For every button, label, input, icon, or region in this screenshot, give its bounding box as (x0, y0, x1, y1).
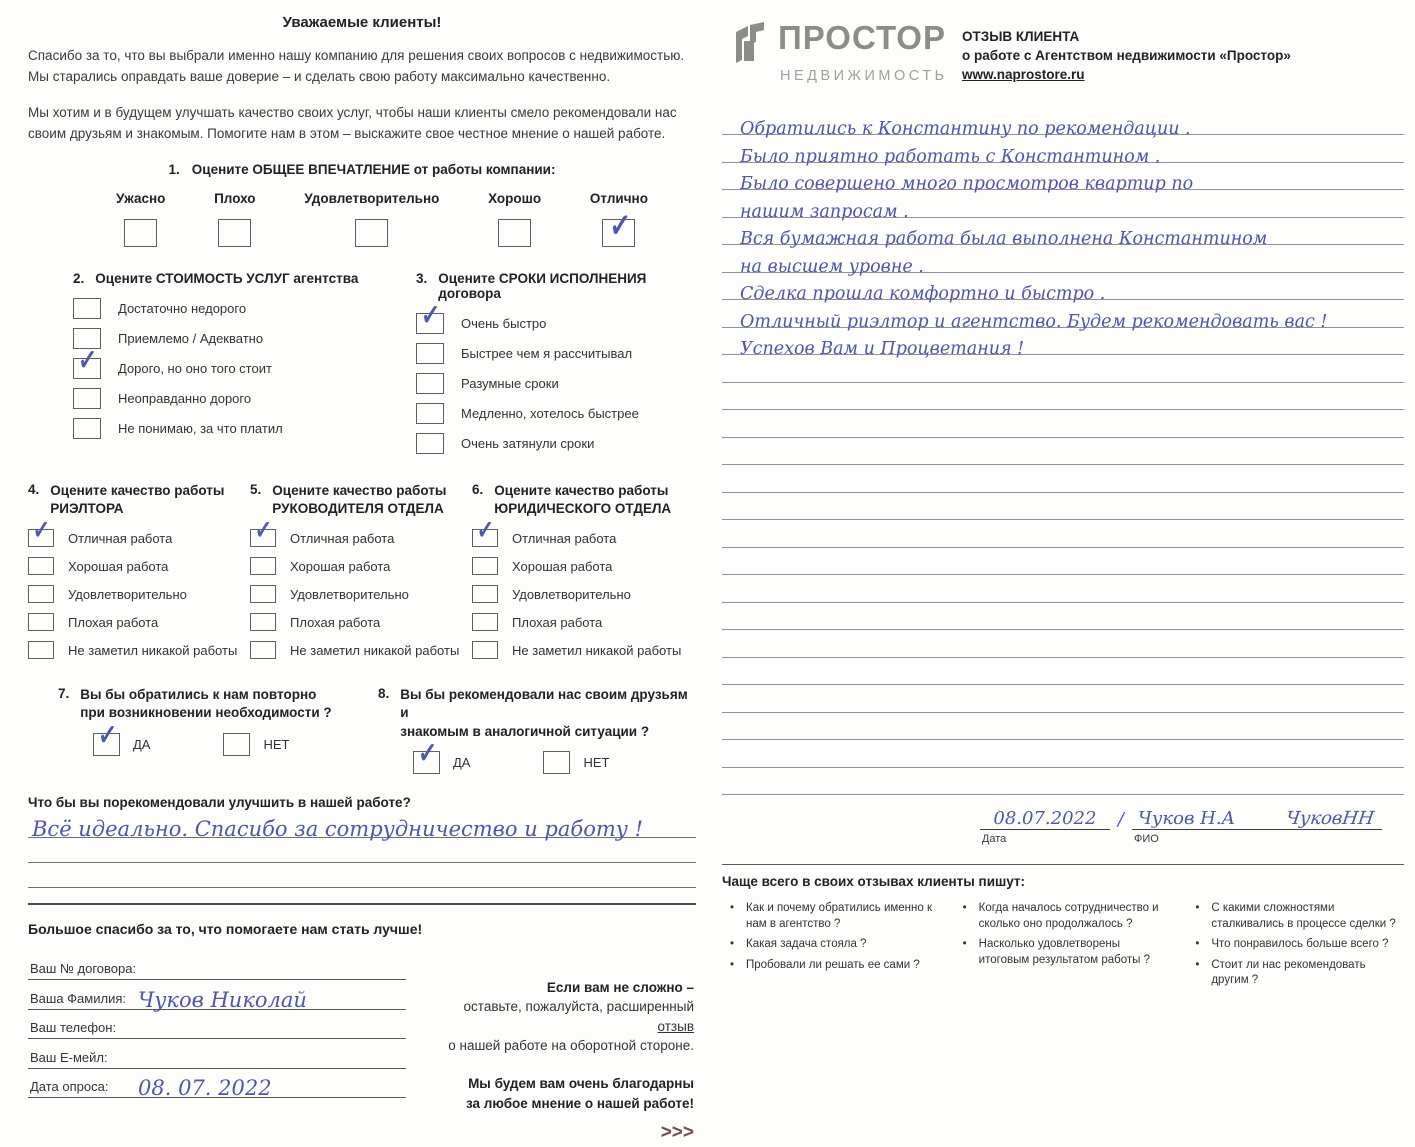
rating-option-label: Отлично (589, 190, 648, 206)
checkbox-option (73, 296, 373, 321)
section-divider (28, 903, 696, 905)
hint-column (728, 901, 939, 994)
aside-line: оставьте, пожалуйста, расширенный отзыв (463, 999, 694, 1034)
option-label: Приемлемо / Адекватно (118, 330, 264, 346)
review-line[interactable] (722, 740, 1404, 768)
option-label: Удовлетворительно (512, 586, 631, 602)
hint-item: • Как и почему обратились именно к нам в агентство ? (728, 901, 939, 932)
checkbox[interactable] (250, 557, 276, 575)
form-field[interactable] (28, 951, 406, 981)
checkbox-option (28, 554, 250, 578)
review-line[interactable] (722, 658, 1404, 686)
option-label: Хорошая работа (68, 558, 169, 574)
arrows-icon: >>> (660, 1122, 694, 1144)
questions-7-8 (28, 686, 696, 774)
checkbox-option (472, 526, 694, 550)
checkbox[interactable] (416, 433, 444, 454)
rating-option (304, 191, 439, 247)
checkbox-option (250, 554, 472, 578)
checkbox-option (416, 341, 696, 366)
review-line[interactable] (722, 108, 1404, 140)
checkbox[interactable] (250, 613, 276, 631)
review-lines (722, 108, 1404, 796)
question-2 (28, 271, 373, 456)
handwritten-review-text: Было приятно работать с Константином . (740, 146, 1161, 167)
checkbox-no[interactable] (223, 733, 250, 756)
rating-scale (28, 191, 696, 247)
checkbox[interactable] (416, 403, 444, 424)
checkbox[interactable] (416, 373, 444, 394)
option-label: Отличная работа (68, 530, 173, 546)
feedback-form-page (28, 14, 696, 1147)
review-line[interactable] (722, 575, 1404, 603)
question-7 (28, 686, 353, 774)
answer-line[interactable] (28, 838, 696, 863)
review-line[interactable] (722, 493, 1404, 521)
field-label: Ваша Фамилия: (30, 990, 126, 1006)
review-line[interactable] (722, 548, 1404, 576)
review-line[interactable] (722, 163, 1404, 195)
option-label: Хорошая работа (512, 558, 613, 574)
handwritten-review-text: нашим запросам . (740, 201, 909, 222)
date-label: Дата (981, 833, 1007, 846)
checkbox-option (28, 638, 250, 662)
checkbox[interactable] (28, 529, 54, 547)
improve-question: Что бы вы порекомендовали улучшить в нашей работе? (28, 794, 411, 810)
prostor-logo (722, 19, 960, 84)
question-number: 8. (378, 686, 390, 702)
checkbox-option (73, 416, 373, 441)
page-title: Уважаемые клиенты! (282, 14, 442, 31)
thanks-message: Большое спасибо за то, что помогаете нам стать лучше! (28, 920, 423, 937)
contact-fields (28, 951, 406, 1147)
hint-item: • Стоит ли нас рекомендовать другим ? (1193, 958, 1404, 989)
option-label: Не заметил никакой работы (512, 642, 682, 658)
handwritten-signature: ЧуковНН (1284, 808, 1376, 830)
checkbox-option (416, 401, 696, 426)
checkbox[interactable] (472, 641, 498, 659)
hint-item: • Насколько удовлетворены итоговым результатом работы ? (961, 937, 1172, 968)
checkbox[interactable] (472, 529, 498, 547)
handwritten-review-text: Обратились к Константину по рекомендации . (740, 119, 1191, 140)
question-6 (472, 482, 694, 662)
checkbox[interactable] (250, 641, 276, 659)
date-field[interactable] (980, 808, 1110, 846)
checkbox[interactable] (28, 641, 54, 659)
option-label: Быстрее чем я рассчитывал (461, 345, 633, 361)
form-field[interactable] (28, 1069, 406, 1099)
checkbox-option (250, 526, 472, 550)
rating-option-label: Ужасно (116, 190, 166, 206)
form-field[interactable] (28, 980, 406, 1010)
review-line[interactable] (722, 383, 1404, 411)
improve-section (28, 795, 696, 888)
checkbox[interactable] (498, 219, 531, 247)
fio-label: ФИО (1134, 833, 1159, 846)
checkbox[interactable] (28, 585, 54, 603)
aside-line: о нашей работе на оборотной стороне. (448, 1038, 694, 1054)
checkbox-option (472, 582, 694, 606)
rating-option (590, 191, 648, 247)
question-title: Оцените СРОКИ ИСПОЛНЕНИЯ договора (438, 270, 647, 301)
checkbox-option (28, 526, 250, 550)
checkbox-option (416, 311, 696, 336)
checkbox-option (250, 638, 472, 662)
checkbox-option (28, 610, 250, 634)
option-label: Отличная работа (512, 530, 617, 546)
handwritten-review-text: Вся бумажная работа была выполнена Константином (740, 229, 1268, 250)
checkbox[interactable] (28, 557, 54, 575)
footer-hints (722, 901, 1404, 994)
question-title: Оцените качество работы ЮРИДИЧЕСКОГО ОТДЕЛА (494, 482, 672, 516)
checkbox-option (416, 431, 696, 456)
checkbox-option (250, 582, 472, 606)
handwritten-field-value: Чуков Николай (138, 987, 307, 1012)
logo-brand: ПРОСТОР (778, 19, 946, 56)
handwritten-review-text: Сделка прошла комфортно и быстро . (740, 284, 1106, 305)
building-icon (734, 22, 774, 66)
option-label: Удовлетворительно (68, 586, 187, 602)
checkbox[interactable] (73, 388, 101, 409)
handwritten-field-value: 08. 07. 2022 (138, 1076, 272, 1101)
handwritten-review-text: Отличный риэлтор и агентство. Будем рекомендовать вас ! (740, 311, 1328, 332)
question-number: 7. (58, 686, 70, 702)
aside-bold-line: Мы будем вам очень благодарны за любое мнение о нашей работе! (465, 1076, 694, 1111)
review-line[interactable] (722, 190, 1404, 222)
checkbox-option (472, 638, 694, 662)
review-line[interactable] (722, 438, 1404, 466)
checkbox-option (28, 582, 250, 606)
review-subtitle: о работе с Агентством недвижимости «Простор» (962, 47, 1291, 63)
checkbox-option (250, 610, 472, 634)
checkbox-option (73, 356, 373, 381)
question-3 (373, 271, 696, 456)
option-label: Отличная работа (290, 530, 395, 546)
question-number: 5. (250, 481, 262, 497)
review-title: ОТЗЫВ КЛИЕНТА (962, 29, 1080, 44)
option-label: Удовлетворительно (290, 586, 409, 602)
option-label: Не заметил никакой работы (68, 642, 238, 658)
checkbox[interactable] (73, 418, 101, 439)
question-number: 4. (28, 481, 40, 497)
option-label: Неоправданно дорого (118, 390, 252, 406)
checkbox[interactable] (472, 613, 498, 631)
question-4 (28, 482, 250, 662)
checkbox-option (73, 386, 373, 411)
review-line[interactable] (722, 685, 1404, 713)
field-label: Ваш телефон: (30, 1020, 117, 1036)
slash-separator: / (1117, 809, 1124, 831)
checkbox[interactable] (416, 343, 444, 364)
hint-item: • Пробовали ли решать ее сами ? (728, 958, 939, 974)
option-label: Достаточно недорого (118, 300, 247, 316)
field-label: Ваш № договора: (30, 961, 137, 977)
aside-bold-line: Если вам не сложно – (546, 979, 694, 995)
aside-note (406, 951, 696, 1147)
review-line[interactable] (722, 465, 1404, 493)
review-line[interactable] (722, 520, 1404, 548)
answer-line[interactable] (28, 813, 696, 841)
checkbox[interactable] (218, 219, 251, 247)
no-label: НЕТ (583, 754, 610, 770)
questions-4-5-6 (28, 482, 696, 662)
question-1-header (28, 162, 696, 177)
review-page-header (722, 19, 1404, 85)
checkbox-no[interactable] (543, 751, 570, 774)
option-label: Хорошая работа (290, 558, 391, 574)
review-line[interactable] (722, 300, 1404, 332)
footer-title: Чаще всего в своих отзывах клиенты пишут: (722, 874, 1026, 890)
hint-item: • Какая задача стояла ? (728, 937, 939, 953)
review-line[interactable] (722, 273, 1404, 305)
question-5 (250, 482, 472, 662)
review-page (722, 19, 1404, 994)
rating-option (488, 191, 541, 247)
question-number: 6. (472, 481, 484, 497)
checkbox[interactable] (355, 219, 388, 247)
checkbox[interactable] (250, 529, 276, 547)
handwritten-name: Чуков Н.А (1138, 808, 1236, 830)
question-title: Оцените качество работы РУКОВОДИТЕЛЯ ОТДЕЛА (272, 482, 447, 516)
answer-line[interactable] (28, 863, 696, 888)
option-label: Дорого, но оно того стоит (118, 360, 272, 376)
handwritten-review-text: на высшем уровне . (740, 256, 924, 277)
review-line[interactable] (722, 135, 1404, 167)
option-label: Очень затянули сроки (461, 435, 595, 451)
option-label: Не заметил никакой работы (290, 642, 460, 658)
no-label: НЕТ (263, 736, 290, 752)
signature-row (722, 808, 1404, 846)
form-field[interactable] (28, 1010, 406, 1040)
question-number: 2. (73, 270, 85, 286)
rating-option (116, 191, 165, 247)
handwritten-date: 08.07.2022 (993, 808, 1097, 830)
handwritten-review-text: Было совершено много просмотров квартир по (740, 174, 1194, 195)
option-label: Очень быстро (461, 315, 547, 331)
field-label: Дата опроса: (30, 1079, 109, 1095)
questions-2-3 (28, 271, 696, 456)
intro-paragraph: Спасибо за то, что вы выбрали именно нашу компанию для решения своих вопросов с недвижимостью. Мы старались оправдать ваше доверие – и сделать свою работу максимально качественно. (28, 48, 685, 84)
hint-item: • Что понравилось больше всего ? (1193, 937, 1404, 953)
checkbox-option (472, 610, 694, 634)
checkbox-option (73, 326, 373, 351)
otzyv-link[interactable]: отзыв (657, 1018, 694, 1034)
question-title: Вы бы рекомендовали нас своим друзьям и знакомым в аналогичной ситуации ? (400, 687, 688, 739)
question-8 (353, 686, 696, 774)
checkbox-option (472, 554, 694, 578)
handwritten-review-text: Успехов Вам и Процветания ! (740, 339, 1025, 360)
handwritten-answer: Всё идеально. Спасибо за сотрудничество и работу ! (32, 816, 644, 841)
checkbox[interactable] (250, 585, 276, 603)
option-label: Плохая работа (290, 614, 381, 630)
option-label: Медленно, хотелось быстрее (461, 405, 639, 421)
question-number: 1. (168, 161, 180, 177)
hint-column (961, 901, 1172, 994)
form-field[interactable] (28, 1039, 406, 1069)
option-label: Плохая работа (512, 614, 603, 630)
checkbox-yes[interactable] (93, 733, 120, 756)
rating-option-label: Удовлетворительно (304, 190, 440, 206)
checkbox[interactable] (124, 219, 157, 247)
hint-column (1193, 901, 1404, 994)
review-line[interactable] (722, 630, 1404, 658)
review-line[interactable] (722, 768, 1404, 796)
option-label: Разумные сроки (461, 375, 559, 391)
question-title: Вы бы обратились к нам повторно при возникновении необходимости ? (80, 687, 332, 721)
review-line[interactable] (722, 603, 1404, 631)
review-line[interactable] (722, 410, 1404, 438)
checkbox[interactable] (73, 298, 101, 319)
hint-item: • Когда началось сотрудничество и сколько оно продолжалось ? (961, 901, 1172, 932)
fio-field[interactable] (1132, 808, 1382, 846)
review-line[interactable] (722, 245, 1404, 277)
option-label: Не понимаю, за что платил (118, 420, 283, 436)
review-line[interactable] (722, 328, 1404, 360)
option-label: Плохая работа (68, 614, 159, 630)
checkbox[interactable] (472, 585, 498, 603)
rating-option-label: Хорошо (488, 190, 542, 206)
rating-option (214, 191, 255, 247)
checkbox[interactable] (602, 219, 635, 247)
review-line[interactable] (722, 355, 1404, 383)
field-label: Ваш Е-мейл: (30, 1049, 108, 1065)
checkbox[interactable] (416, 313, 444, 334)
rating-option-label: Плохо (214, 190, 256, 206)
review-line[interactable] (722, 218, 1404, 250)
review-line[interactable] (722, 713, 1404, 741)
yes-label: ДА (133, 736, 151, 752)
question-number: 3. (416, 270, 428, 286)
website-link[interactable]: www.naprostore.ru (962, 66, 1085, 82)
question-title: Оцените СТОИМОСТЬ УСЛУГ агентства (95, 270, 359, 286)
checkbox-yes[interactable] (413, 751, 440, 774)
improve-answer-lines (28, 813, 696, 888)
checkbox[interactable] (73, 358, 101, 379)
yes-label: ДА (453, 754, 471, 770)
checkbox[interactable] (28, 613, 54, 631)
logo-subtitle: НЕДВИЖИМОСТЬ (780, 68, 948, 84)
footer-divider (722, 864, 1404, 865)
question-title: Оцените качество работы РИЭЛТОРА (50, 482, 225, 516)
checkbox[interactable] (472, 557, 498, 575)
hint-item: • С какими сложностями сталкивались в процессе сделки ? (1193, 901, 1404, 932)
checkbox-option (416, 371, 696, 396)
question-title: Оцените ОБЩЕЕ ВПЕЧАТЛЕНИЕ от работы компании: (191, 161, 556, 177)
intro-paragraph: Мы хотим и в будущем улучшать качество своих услуг, чтобы наши клиенты смело рекомендовали нас своим друзьям и знакомым. Помогите нам в этом – выскажите свое честное мнение о нашей работе. (28, 104, 677, 141)
